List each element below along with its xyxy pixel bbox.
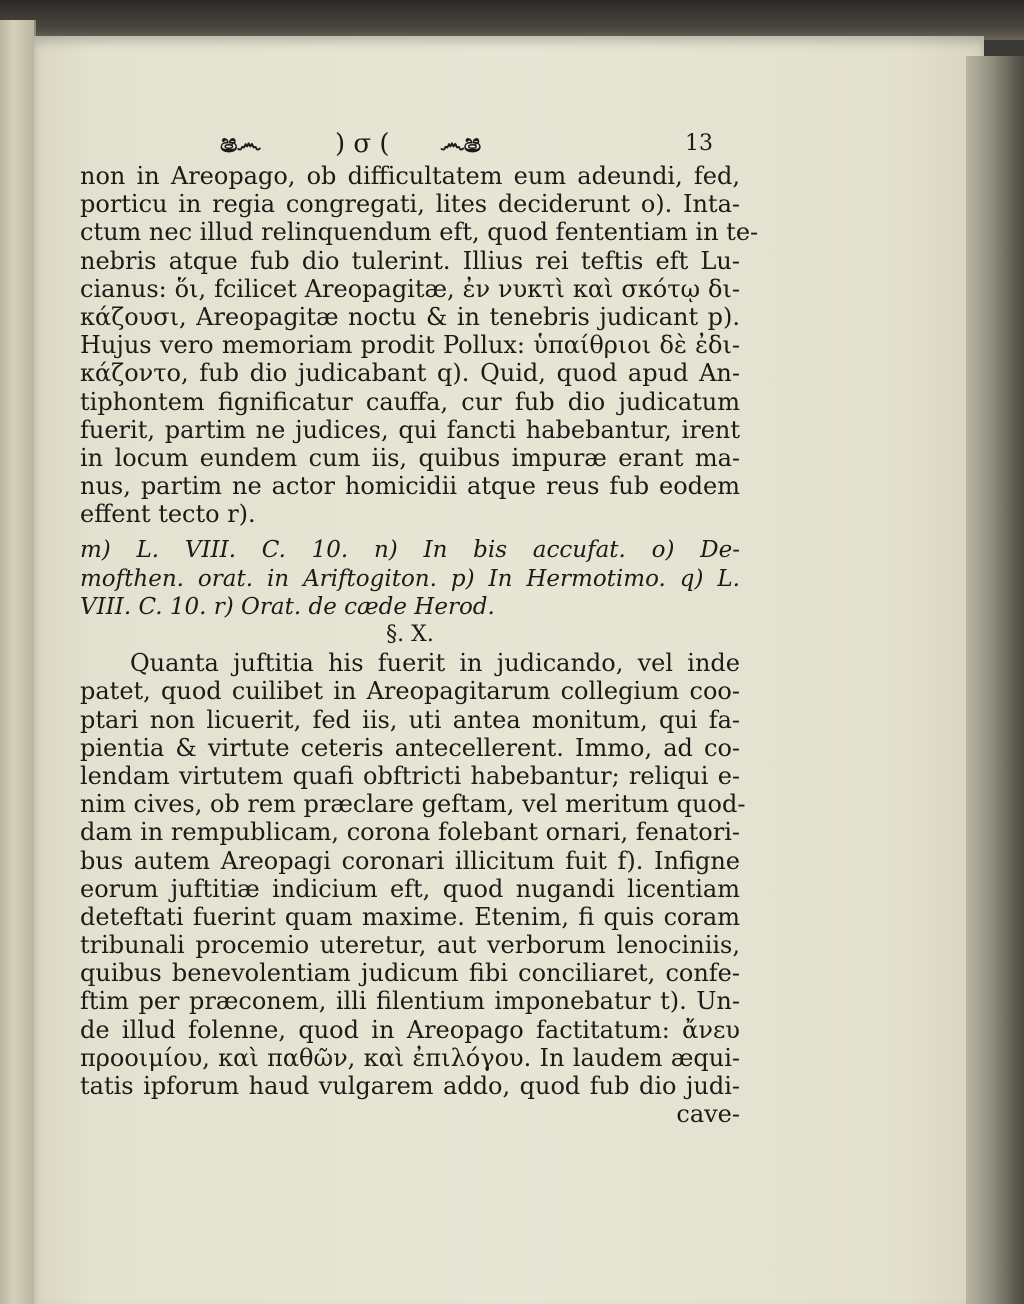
- body-paragraph-1: [80, 162, 759, 529]
- header-ornament-left-icon: ෂ෴: [220, 129, 261, 159]
- text-line: patet, quod cuilibet in Areopagitarum collegium coo-: [80, 677, 740, 706]
- text-line: de illud folenne, quod in Areopago factitatum: ἄνευ: [80, 1015, 740, 1044]
- footnote-line: m) L. VIII. C. 10. n) In bis accufat. o) De-: [80, 537, 740, 564]
- text-line: bus autem Areopagi coronari illicitum fuit f). Infigne: [80, 846, 740, 875]
- text-line: προοιμίου, καὶ παθῶν, καὶ ἐπιλόγου. In laudem æqui-: [80, 1043, 740, 1072]
- page-stack-edge: [966, 56, 1024, 1304]
- page-text: [80, 126, 759, 1129]
- text-line: nebris atque fub dio tulerint. Illius rei teftis eft Lu-: [80, 246, 740, 275]
- binding-strip: [0, 0, 1024, 40]
- text-line: fuerit, partim ne judices, qui fancti habebantur, irent: [80, 415, 740, 444]
- text-line: in locum eundem cum iis, quibus impuræ erant ma-: [80, 443, 740, 472]
- text-line: tiphontem fignificatur cauffa, cur fub dio judicatum: [80, 387, 740, 416]
- text-line: nus, partim ne actor homicidii atque reus fub eodem: [80, 472, 740, 501]
- catchword: cave-: [676, 1100, 740, 1129]
- text-line: dam in rempublicam, corona folebant ornari, fenatori-: [80, 818, 740, 847]
- text-line: eorum juftitiæ indicium eft, quod nugandi licentiam: [80, 874, 740, 903]
- text-line: quibus benevolentiam judicum fibi conciliaret, confe-: [80, 959, 740, 988]
- header-ornament-right-icon: ෴ෂ: [440, 129, 481, 159]
- text-line: Quanta juftitia his fuerit in judicando, vel inde: [130, 649, 740, 678]
- footnote-line: VIII. C. 10. r) Orat. de cæde Herod.: [80, 593, 495, 620]
- body-paragraph-2: [80, 649, 746, 1100]
- footnote-line: mofthen. orat. in Ariftogiton. p) In Hermotimo. q) L.: [80, 565, 740, 592]
- text-line: pientia & virtute ceteris antecellerent. Immo, ad co-: [80, 733, 740, 762]
- text-line: deteftati fuerint quam maxime. Etenim, fi quis coram: [80, 902, 740, 931]
- page-number: 13: [685, 131, 713, 156]
- footnotes: [80, 536, 740, 621]
- running-header: [80, 126, 740, 162]
- text-line: Hujus vero memoriam prodit Pollux: ὑπαίθριοι δὲ ἐδι-: [80, 331, 740, 360]
- text-line: nim cives, ob rem præclare geftam, vel meritum quod-: [80, 790, 746, 819]
- text-line: tribunali procemio uteretur, aut verborum lenociniis,: [80, 931, 740, 960]
- section-heading: §. X.: [386, 622, 434, 647]
- text-line: effent tecto r).: [80, 500, 256, 529]
- text-line: lendam virtutem quafi obftricti habebantur; reliqui e-: [80, 761, 740, 790]
- text-line: ptari non licuerit, fed iis, uti antea monitum, qui fa-: [80, 705, 740, 734]
- text-line: non in Areopago, ob difficultatem eum adeundi, fed,: [80, 162, 740, 190]
- header-signature: ) σ (: [335, 129, 390, 159]
- facing-page-edge: [0, 20, 36, 1304]
- text-line: tatis ipforum haud vulgarem addo, quod fub dio judi-: [80, 1072, 740, 1100]
- text-line: cianus: ὅι, fcilicet Areopagitæ, ἐν νυκτὶ καὶ σκότῳ δι-: [80, 274, 740, 303]
- text-line: κάζουσι, Areopagitæ noctu & in tenebris judicant p).: [80, 302, 740, 331]
- text-line: porticu in regia congregati, lites deciderunt o). Inta-: [80, 190, 740, 219]
- text-line: κάζοντο, fub dio judicabant q). Quid, quod apud An-: [80, 359, 740, 388]
- text-line: ctum nec illud relinquendum eft, quod fententiam in te-: [80, 218, 759, 247]
- text-line: ftim per præconem, illi filentium imponebatur t). Un-: [80, 987, 740, 1016]
